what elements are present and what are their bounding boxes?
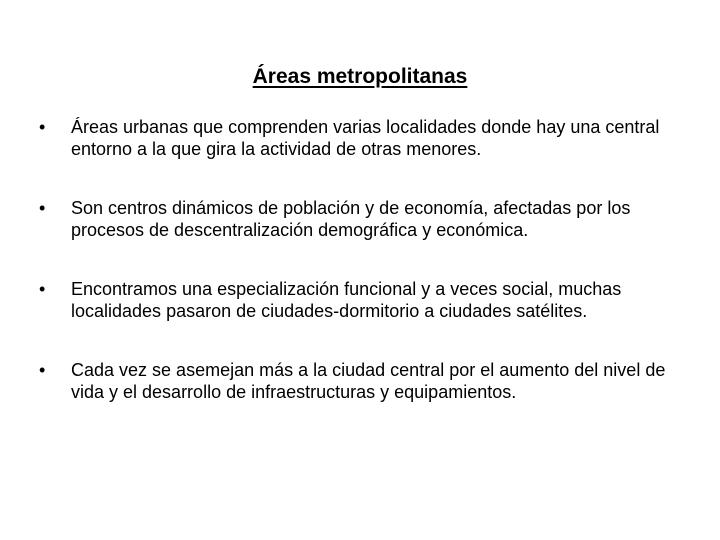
bullet-item [39, 197, 689, 241]
bullet-text: Son centros dinámicos de población y de economía, afectadas por los procesos de descentralización demográfica y económica. [71, 198, 631, 240]
bullet-item [39, 278, 689, 322]
slide-title-text: Áreas metropolitanas [252, 65, 468, 88]
bullet-text: Áreas urbanas que comprenden varias localidades donde hay una central entorno a la que gira la actividad de otras menores. [71, 117, 660, 159]
bullet-item [39, 359, 689, 403]
bullet-icon: • [39, 360, 46, 380]
bullet-text: Cada vez se asemejan más a la ciudad central por el aumento del nivel de vida y el desarrollo de infraestructuras y equipamientos. [71, 360, 666, 402]
bullet-icon: • [39, 279, 46, 299]
bullet-icon: • [39, 117, 46, 137]
slide-title [0, 54, 720, 91]
bullet-icon: • [39, 198, 46, 218]
bullet-item [39, 116, 689, 160]
bullet-text: Encontramos una especialización funcional y a veces social, muchas localidades pasaron de ciudades-dormitorio a ciudades satélites. [71, 279, 622, 321]
bullet-list [39, 116, 689, 403]
